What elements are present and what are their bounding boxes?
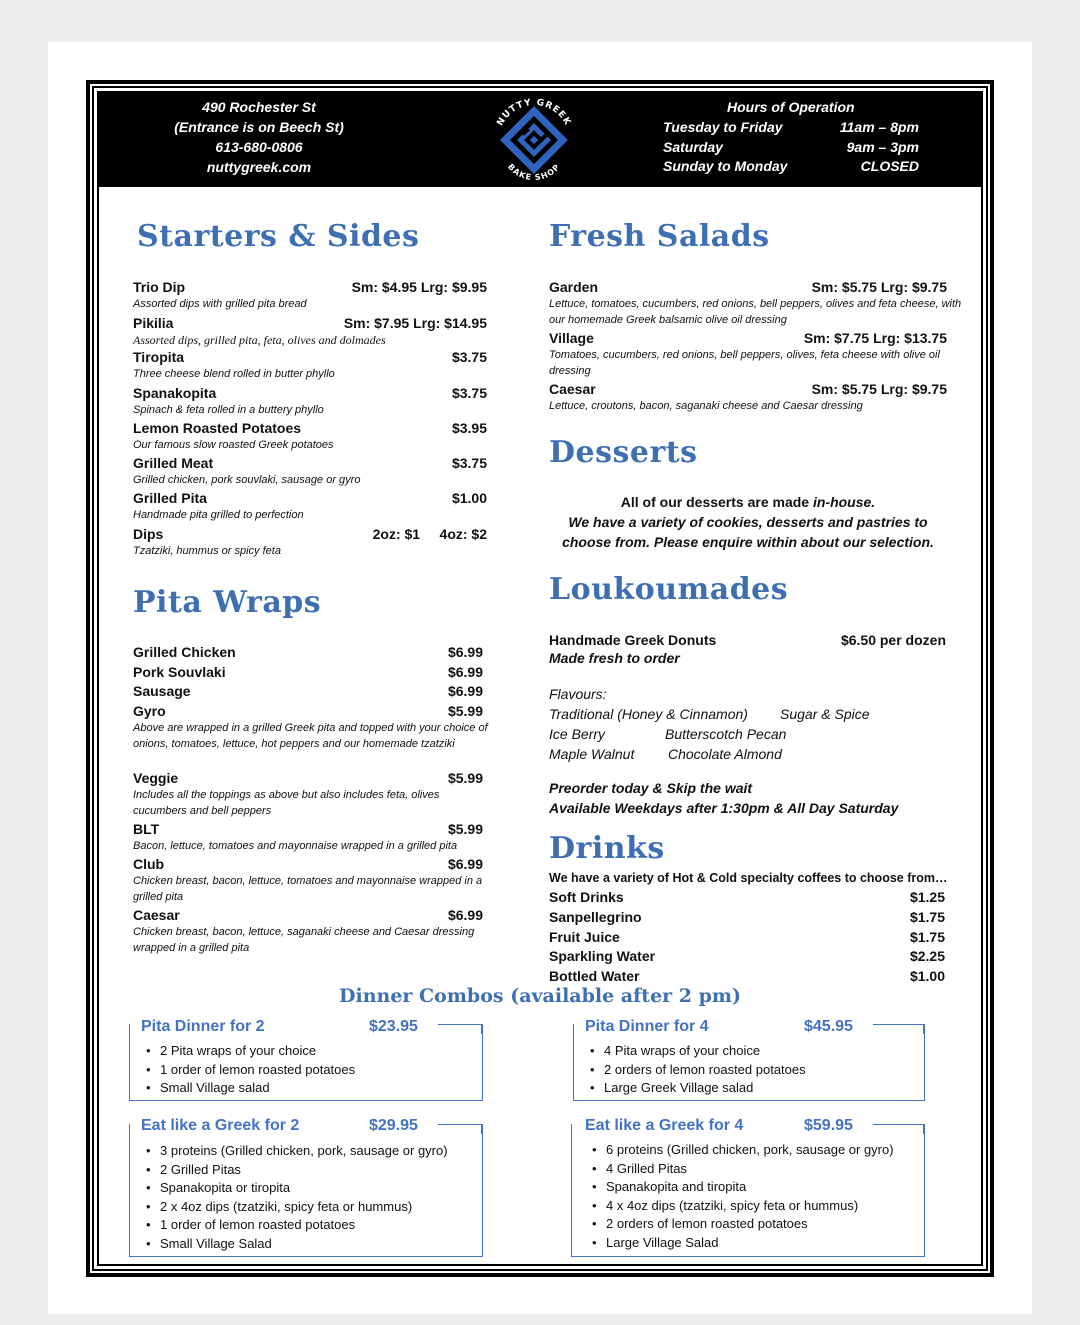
combo-corner [923,1124,924,1134]
item-description: Spinach & feta rolled in a buttery phyllo [133,404,324,416]
header-bar [99,93,981,187]
menu-item [133,643,483,661]
menu-item [133,419,487,453]
desserts-line: choose from. Please enquire within about our selection. [562,534,934,550]
item-price: $3.75 [451,455,487,471]
item-price: $6.50 per dozen [840,632,946,648]
menu-item [549,278,962,328]
drink-price: $1.75 [909,909,945,925]
combo-line-item: • 2 x 4oz dips (tzatziki, spicy feta or hummus) [142,1198,448,1217]
starters-heading: Starters & Sides [137,219,420,254]
hours-time: CLOSED [860,158,919,174]
combo-corner [923,1024,924,1034]
item-description: Tzatziki, hummus or spicy feta [133,545,281,557]
drinks-heading: Drinks [549,831,665,866]
combo-name: Eat like a Greek for 4 [585,1117,744,1134]
hours-days: Tuesday to Friday [663,119,783,135]
combo-line-item: • 4 x 4oz dips (tzatziki, spicy feta or hummus) [588,1197,894,1216]
menu-item [549,631,946,649]
item-price: Sm: $5.75 Lrg: $9.75 [811,381,947,397]
item-description: Lettuce, croutons, bacon, saganaki cheese and Caesar dressing [549,400,863,412]
logo-text-bottom: BAKE SHOP [506,162,562,183]
combo-price: $23.95 [369,1018,418,1035]
menu-item [133,384,487,418]
drink-item [549,888,945,906]
menu-item [133,702,488,768]
menu-item [133,769,483,819]
combo-line-item: • 6 proteins (Grilled chicken, pork, sausage or gyro) [588,1141,894,1160]
item-price: $3.75 [451,385,487,401]
item-description: Grilled chicken, pork souvlaki, sausage or gyro [133,474,361,486]
logo-text-top: NUTTY GREEK [495,97,573,128]
hours-time: 11am – 8pm [839,119,919,135]
address-block [159,97,359,177]
combo-items [586,1042,806,1098]
combo-line-item: • 3 proteins (Grilled chicken, pork, sausage or gyro) [142,1142,448,1161]
item-price: Sm: $7.95 Lrg: $14.95 [343,315,487,331]
combo-name: Eat like a Greek for 2 [141,1117,300,1134]
menu-item [133,682,483,700]
combo-line-item: • Small Village Salad [142,1235,448,1254]
desserts-line: We have a variety of cookies, desserts and pastries to [568,514,928,530]
drink-price: $2.25 [909,948,945,964]
drink-name: Sanpellegrino [549,909,642,925]
menu-item [133,663,483,681]
item-price: $5.99 [447,770,483,786]
combo-name: Pita Dinner for 2 [141,1018,265,1035]
drink-price: $1.00 [909,968,945,984]
menu-item [133,525,487,559]
hours-title: Hours of Operation [727,99,855,115]
item-name: Club [133,856,165,872]
item-description: Bacon, lettuce, tomatoes and mayonnaise wrapped in a grilled pita [133,840,458,852]
item-description: Handmade pita grilled to perfection [133,509,304,521]
availability-note: Available Weekdays after 1:30pm & All Day Saturday [549,800,899,816]
item-name: Trio Dip [133,279,186,295]
item-price: 2oz: $1 4oz: $2 [372,526,487,542]
flavour: Butterscotch Pecan [665,726,787,742]
combo-price: $29.95 [369,1117,418,1134]
combo-line-item: • 1 order of lemon roasted potatoes [142,1216,448,1235]
drink-name: Fruit Juice [549,929,620,945]
combo-line-item: • 1 order of lemon roasted potatoes [142,1061,355,1080]
item-description: Three cheese blend rolled in butter phyllo [133,368,335,380]
combo-items [142,1142,448,1253]
item-price: Sm: $5.75 Lrg: $9.75 [811,279,947,295]
website-link[interactable]: nuttygreek.com [206,159,312,175]
combo-corner [481,1124,482,1134]
item-price: Sm: $4.95 Lrg: $9.95 [351,279,487,295]
menu-item [133,489,487,523]
item-price: $3.75 [451,349,487,365]
drink-name: Bottled Water [549,968,640,984]
item-name: Caesar [133,907,180,923]
item-price: $6.99 [447,856,483,872]
flavour: Ice Berry [549,726,606,742]
item-name: Gyro [133,703,166,719]
combo-line-item: • 2 Pita wraps of your choice [142,1042,355,1061]
combo-items [142,1042,355,1098]
item-name: Spanakopita [133,385,217,401]
combo-items [588,1141,894,1252]
combo-line-item: • Large Village Salad [588,1234,894,1253]
item-description: Assorted dips with grilled pita bread [133,298,307,310]
desserts-line: All of our desserts are made in-house. [620,494,876,510]
item-name: Dips [133,526,164,542]
item-description: Tomatoes, cucumbers, red onions, bell peppers, olives, feta cheese with olive oil dressing [549,349,940,377]
item-price: $3.95 [451,420,487,436]
item-name: Caesar [549,381,596,397]
drink-name: Soft Drinks [549,889,624,905]
drink-item [549,928,945,946]
item-name: Grilled Pita [133,490,207,506]
menu-item [133,278,487,312]
desserts-text [540,492,956,552]
menu-item [133,348,487,382]
combo-line-item: • Spanakopita or tiropita [142,1179,448,1198]
drink-price: $1.75 [909,929,945,945]
item-name: Grilled Chicken [133,644,236,660]
drinks-intro: We have a variety of Hot & Cold specialty coffees to choose from… [549,871,948,885]
item-price: $6.99 [447,907,483,923]
address-line: 490 Rochester St [202,99,316,115]
menu-item [549,380,947,414]
combo-line-item: • Spanakopita and tiropita [588,1178,894,1197]
item-name: Lemon Roasted Potatoes [133,420,302,436]
drink-item [549,908,945,926]
flavour: Chocolate Almond [668,746,782,762]
combo-line-item: • Small Village salad [142,1079,355,1098]
entrance-line: (Entrance is on Beech St) [174,119,344,135]
pita-wraps-heading: Pita Wraps [133,585,322,620]
drink-name: Sparkling Water [549,948,656,964]
item-name: Grilled Meat [133,455,214,471]
combo-price: $59.95 [804,1117,853,1134]
item-name: BLT [133,821,160,837]
hours-time: 9am – 3pm [846,139,919,155]
combo-name: Pita Dinner for 4 [585,1018,709,1035]
flavour: Sugar & Spice [780,706,870,722]
dinner-combos-heading: Dinner Combos (available after 2 pm) [339,985,741,1007]
flavour: Maple Walnut [549,746,635,762]
combo-line-item: • 2 Grilled Pitas [142,1161,448,1180]
nutty-greek-logo [487,93,581,187]
flavour: Traditional (Honey & Cinnamon) [549,706,748,722]
hours-days: Sunday to Monday [663,158,788,174]
menu-item [549,329,947,379]
combo-line-item: • 4 Grilled Pitas [588,1160,894,1179]
item-name: Pork Souvlaki [133,664,226,680]
item-price: $5.99 [447,821,483,837]
item-name: Garden [549,279,599,295]
item-description: Assorted dips, grilled pita, feta, olives and dolmades [133,333,386,347]
combo-line-item: • 4 Pita wraps of your choice [586,1042,806,1061]
item-description: Lettuce, tomatoes, cucumbers, red onions, bell peppers, olives and feta cheese, with our homemade Greek balsamic olive oil dressing [549,298,962,326]
item-price: $1.00 [451,490,487,506]
item-description: Chicken breast, bacon, lettuce, saganaki cheese and Caesar dressing wrapped in a grilled pita [133,926,475,954]
item-description: Above are wrapped in a grilled Greek pita and topped with your choice of onions, tomatoes, lettuce, hot peppers and our homemade tzatziki [133,722,488,750]
item-price: $6.99 [447,664,483,680]
menu-item [133,314,487,348]
preorder-note: Preorder today & Skip the wait [549,780,753,796]
menu-item [133,820,483,854]
item-price: $6.99 [447,683,483,699]
item-name: Veggie [133,770,179,786]
drink-item [549,947,945,965]
fresh-salads-heading: Fresh Salads [549,219,770,254]
menu-item [133,906,483,956]
combo-line-item: • 2 orders of lemon roasted potatoes [586,1061,806,1080]
item-price: $5.99 [447,703,483,719]
combo-corner [481,1024,482,1034]
item-price: Sm: $7.75 Lrg: $13.75 [803,330,947,346]
item-description: Our famous slow roasted Greek potatoes [133,439,334,451]
made-fresh-note: Made fresh to order [549,650,680,666]
hours-days: Saturday [663,139,723,155]
item-price: $6.99 [447,644,483,660]
item-name: Tiropita [133,349,185,365]
combo-line-item: • Large Greek Village salad [586,1079,806,1098]
menu-item [133,454,487,488]
menu-item [133,855,483,905]
combo-price: $45.95 [804,1018,853,1035]
item-name: Pikilia [133,315,174,331]
combo-line-item: • 2 orders of lemon roasted potatoes [588,1215,894,1234]
item-description: Includes all the toppings as above but also includes feta, olives cucumbers and bell peppers [133,789,440,817]
loukoumades-heading: Loukoumades [549,572,789,607]
item-name: Sausage [133,683,191,699]
flavours-label: Flavours: [549,686,607,702]
item-description: Chicken breast, bacon, lettuce, tomatoes and mayonnaise wrapped in a grilled pita [133,875,483,903]
desserts-heading: Desserts [549,435,698,470]
item-name: Village [549,330,594,346]
phone-number[interactable]: 613-680-0806 [215,139,303,155]
item-name: Handmade Greek Donuts [549,632,717,648]
drink-price: $1.25 [909,889,945,905]
